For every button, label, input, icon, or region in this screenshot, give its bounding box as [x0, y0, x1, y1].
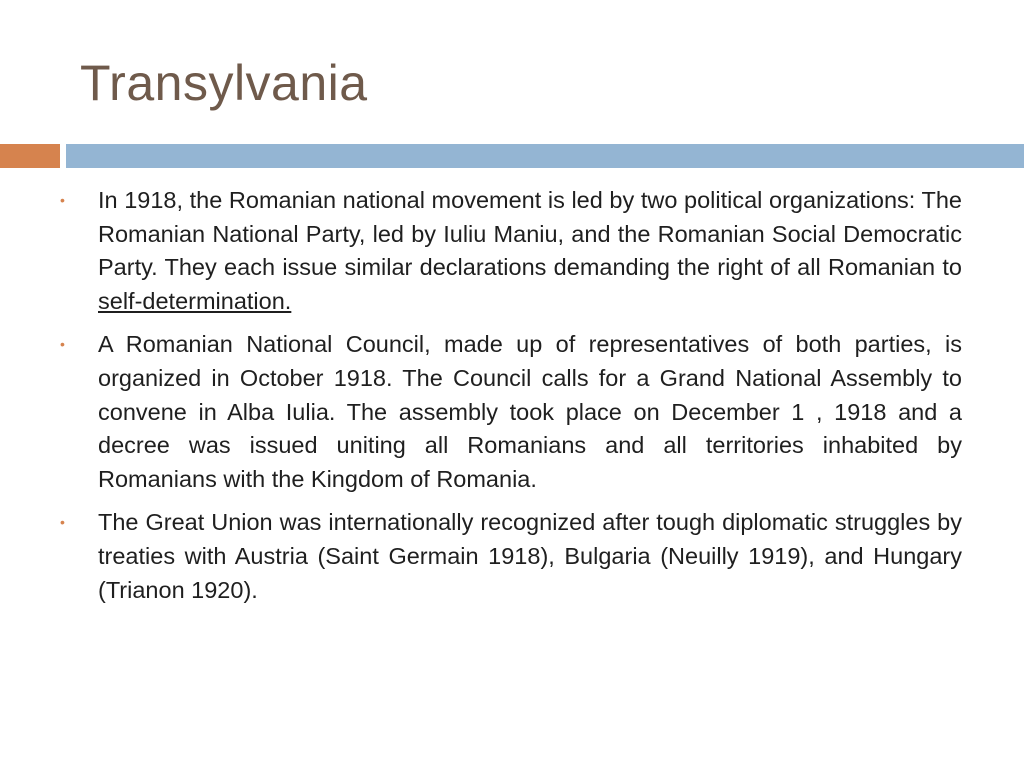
- bullet-list: [56, 184, 962, 617]
- bullet-text: The Great Union was internationally recognized after tough diplomatic struggles by treaties with Austria (Saint Germain 1918), Bulgaria (Neuilly 1919), and Hungary (Trianon 1920).: [98, 509, 962, 603]
- self-determination-link[interactable]: self-determination.: [98, 287, 292, 314]
- bullet-item-3: [56, 506, 962, 607]
- bullet-dot-icon: •: [60, 336, 65, 353]
- bullet-dot-icon: •: [60, 192, 65, 208]
- bullet-text: In 1918, the Romanian national movement is led by two political organizations: The Romanian National Party, led by Iuliu Maniu, and the Romanian Social Democratic Party. They each issue similar declarations demanding the right of all Romanian to: [98, 187, 962, 281]
- slide-title: Transylvania: [80, 55, 368, 111]
- bullet-item-1: [56, 184, 962, 318]
- title-divider-orange-bar: [0, 144, 60, 168]
- bullet-item-2: [56, 328, 962, 496]
- bullet-dot-icon: •: [60, 514, 65, 531]
- bullet-text: A Romanian National Council, made up of representatives of both parties, is organized in October 1918. The Council calls for a Grand National Assembly to convene in Alba Iulia. The assembly took place on December 1 , 1918 and a decree was issued uniting all Romanians and all territories inhabited by Romanians with the Kingdom of Romania.: [98, 331, 962, 492]
- title-divider-blue-bar: [66, 144, 1024, 168]
